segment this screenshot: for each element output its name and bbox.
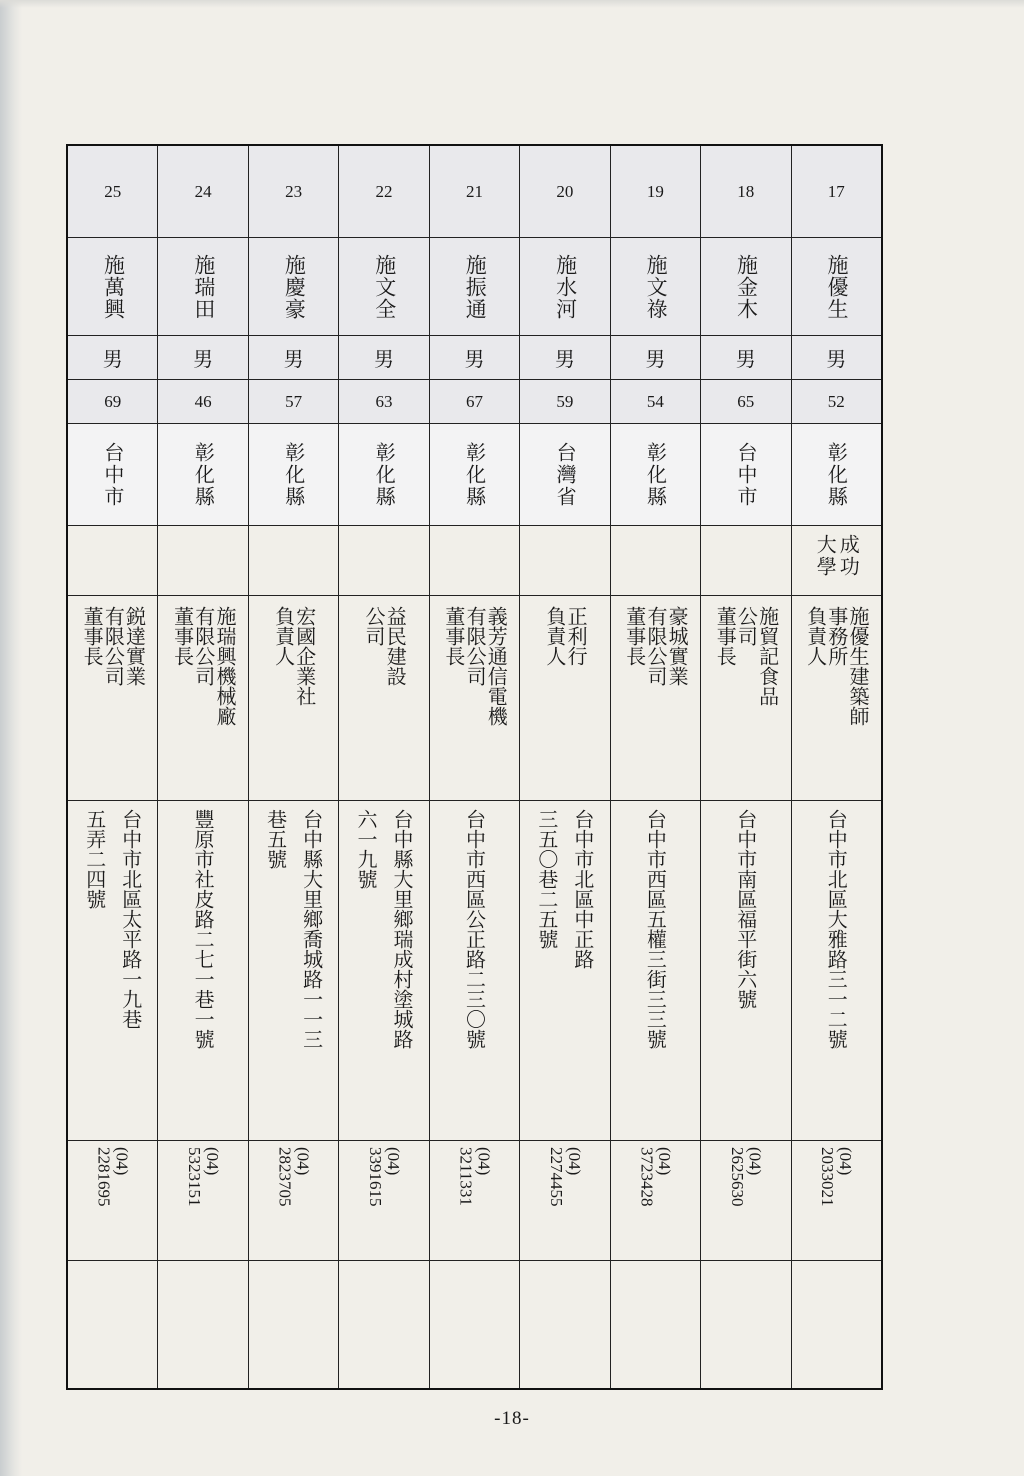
phone-cell [701,1140,790,1260]
address-cell [611,800,700,1140]
place-cell [792,423,881,525]
occupation-cell [68,595,157,800]
record-column [610,146,700,1388]
record-number: 24 [194,181,212,201]
note-cell [430,1260,519,1388]
age: 46 [194,391,212,411]
occupation: 施瑞興機械廠 有限公司 董事長 [170,606,237,726]
name-cell [520,237,609,335]
phone-cell [339,1140,428,1260]
address: 台中市西區五權三街三三號 [643,809,668,1049]
record-column [700,146,790,1388]
page-top-shadow [0,0,1024,8]
address: 豐原市社皮路二七一巷一號 [191,809,216,1049]
number-cell [68,146,157,237]
person-name: 施文祿 [644,253,669,320]
person-name: 施振通 [463,253,488,320]
education-cell [701,525,790,595]
address: 台中市南區福平街六號 [733,809,758,1009]
age: 54 [646,391,664,411]
occupation-cell [611,595,700,800]
address-cell [430,800,519,1140]
person-name: 施瑞田 [191,253,216,320]
address-cell [158,800,247,1140]
record-number: 22 [375,181,393,201]
native-place: 台中市 [100,441,125,508]
address-cell [520,800,609,1140]
gender: 男 [554,347,575,371]
phone-cell [158,1140,247,1260]
native-place: 彰化縣 [281,441,306,508]
age-cell [611,379,700,423]
gender-cell [430,335,519,379]
address: 台中市北區太平路一九巷 五弄二四號 [82,809,143,1029]
age-cell [701,379,790,423]
phone: (04) 2625630 [727,1147,765,1207]
record-number: 20 [556,181,574,201]
native-place: 彰化縣 [824,441,849,508]
place-cell [611,423,700,525]
phone: (04) 2274455 [546,1147,584,1207]
record-column [519,146,609,1388]
occupation-cell [158,595,247,800]
gender: 男 [645,347,666,371]
occupation: 施貿記食品 公司 董事長 [713,606,780,706]
name-cell [339,237,428,335]
place-cell [339,423,428,525]
native-place: 彰化縣 [643,441,668,508]
occupation-cell [792,595,881,800]
education: 成功 大學 [813,534,861,578]
native-place: 台中市 [733,441,758,508]
gender-cell [520,335,609,379]
age-cell [158,379,247,423]
record-column [157,146,247,1388]
note-cell [701,1260,790,1388]
gender-cell [701,335,790,379]
name-cell [611,237,700,335]
place-cell [249,423,338,525]
phone: (04) 2033021 [818,1147,856,1207]
name-cell [792,237,881,335]
occupation-cell [339,595,428,800]
place-cell [158,423,247,525]
age: 57 [285,391,303,411]
record-number: 21 [465,181,483,201]
note-cell [792,1260,881,1388]
education-cell [158,525,247,595]
person-name: 施文全 [372,253,397,320]
education-cell [249,525,338,595]
education-cell [520,525,609,595]
occupation-cell [520,595,609,800]
record-number: 19 [646,181,664,201]
place-cell [701,423,790,525]
address-cell [792,800,881,1140]
gender: 男 [826,347,847,371]
record-column [791,146,881,1388]
age: 52 [827,391,845,411]
number-cell [339,146,428,237]
note-cell [611,1260,700,1388]
phone: (04) 3391615 [366,1147,403,1207]
gender-cell [792,335,881,379]
occupation: 宏國企業社 負責人 [271,606,317,706]
phone: (04) 5323151 [185,1147,222,1207]
education-cell [339,525,428,595]
page-edge-shadow [0,0,22,1476]
gender-cell [158,335,247,379]
gender-cell [339,335,428,379]
age: 69 [104,391,122,411]
gender: 男 [193,347,214,371]
name-cell [701,237,790,335]
note-cell [339,1260,428,1388]
education-cell [792,525,881,595]
record-column [68,146,157,1388]
age: 65 [737,391,755,411]
member-table [66,144,883,1390]
name-cell [68,237,157,335]
number-cell [611,146,700,237]
note-cell [68,1260,157,1388]
native-place: 彰化縣 [372,441,397,508]
page-number: -18- [494,1408,530,1429]
age: 63 [375,391,393,411]
number-cell [520,146,609,237]
phone: (04) 2823705 [275,1147,313,1207]
address: 台中縣大里鄉喬城路一一三 巷五號 [263,809,324,1049]
address-cell [339,800,428,1140]
person-name: 施水河 [553,253,578,320]
age-cell [249,379,338,423]
person-name: 施金木 [734,253,759,320]
record-number: 25 [104,181,122,201]
address: 台中市西區公正路二三〇號 [462,809,487,1049]
person-name: 施萬興 [101,253,126,320]
occupation: 豪城實業 有限公司 董事長 [622,606,690,686]
number-cell [792,146,881,237]
number-cell [249,146,338,237]
occupation-cell [430,595,519,800]
address-cell [701,800,790,1140]
phone-cell [520,1140,609,1260]
phone: (04) 3723428 [637,1147,675,1207]
address: 台中市北區中正路 三五〇巷二五號 [534,809,595,969]
address-cell [249,800,338,1140]
age-cell [430,379,519,423]
place-cell [430,423,519,525]
age: 59 [556,391,574,411]
note-cell [520,1260,609,1388]
phone-cell [249,1140,338,1260]
education-cell [611,525,700,595]
record-number: 23 [285,181,303,201]
number-cell [158,146,247,237]
address: 台中縣大里鄉瑞成村塗城路 六一九號 [354,809,415,1049]
gender: 男 [374,347,395,371]
person-name: 施優生 [824,253,849,320]
note-cell [249,1260,338,1388]
gender: 男 [735,347,756,371]
note-cell [158,1260,247,1388]
record-number: 17 [827,181,845,201]
name-cell [158,237,247,335]
address-cell [68,800,157,1140]
phone-cell [430,1140,519,1260]
native-place: 台灣省 [553,441,578,508]
gender-cell [68,335,157,379]
occupation-cell [701,595,790,800]
phone-cell [792,1140,881,1260]
gender: 男 [464,347,485,371]
name-cell [430,237,519,335]
native-place: 彰化縣 [462,441,487,508]
phone: (04) 2281695 [94,1147,132,1207]
gender: 男 [102,347,123,371]
occupation: 義芳通信電機 有限公司 董事長 [441,606,509,726]
record-column [248,146,338,1388]
gender-cell [249,335,338,379]
record-column [429,146,519,1388]
gender: 男 [283,347,304,371]
record-number: 18 [737,181,755,201]
occupation: 施優生建築師 事務所 負責人 [803,606,870,726]
phone-cell [68,1140,157,1260]
age-cell [520,379,609,423]
age-cell [339,379,428,423]
record-column [338,146,428,1388]
education-cell [430,525,519,595]
number-cell [430,146,519,237]
occupation: 正利行 負責人 [542,606,589,666]
occupation-cell [249,595,338,800]
name-cell [249,237,338,335]
age-cell [792,379,881,423]
phone-cell [611,1140,700,1260]
native-place: 彰化縣 [191,441,216,508]
gender-cell [611,335,700,379]
phone: (04) 3211331 [456,1147,494,1206]
occupation: 益民建設 公司 [362,606,408,686]
education-cell [68,525,157,595]
person-name: 施慶豪 [282,253,307,320]
occupation: 鋭達實業 有限公司 董事長 [80,606,147,686]
number-cell [701,146,790,237]
address: 台中市北區大雅路三一二號 [824,809,849,1049]
age-cell [68,379,157,423]
place-cell [68,423,157,525]
place-cell [520,423,609,525]
age: 67 [465,391,483,411]
